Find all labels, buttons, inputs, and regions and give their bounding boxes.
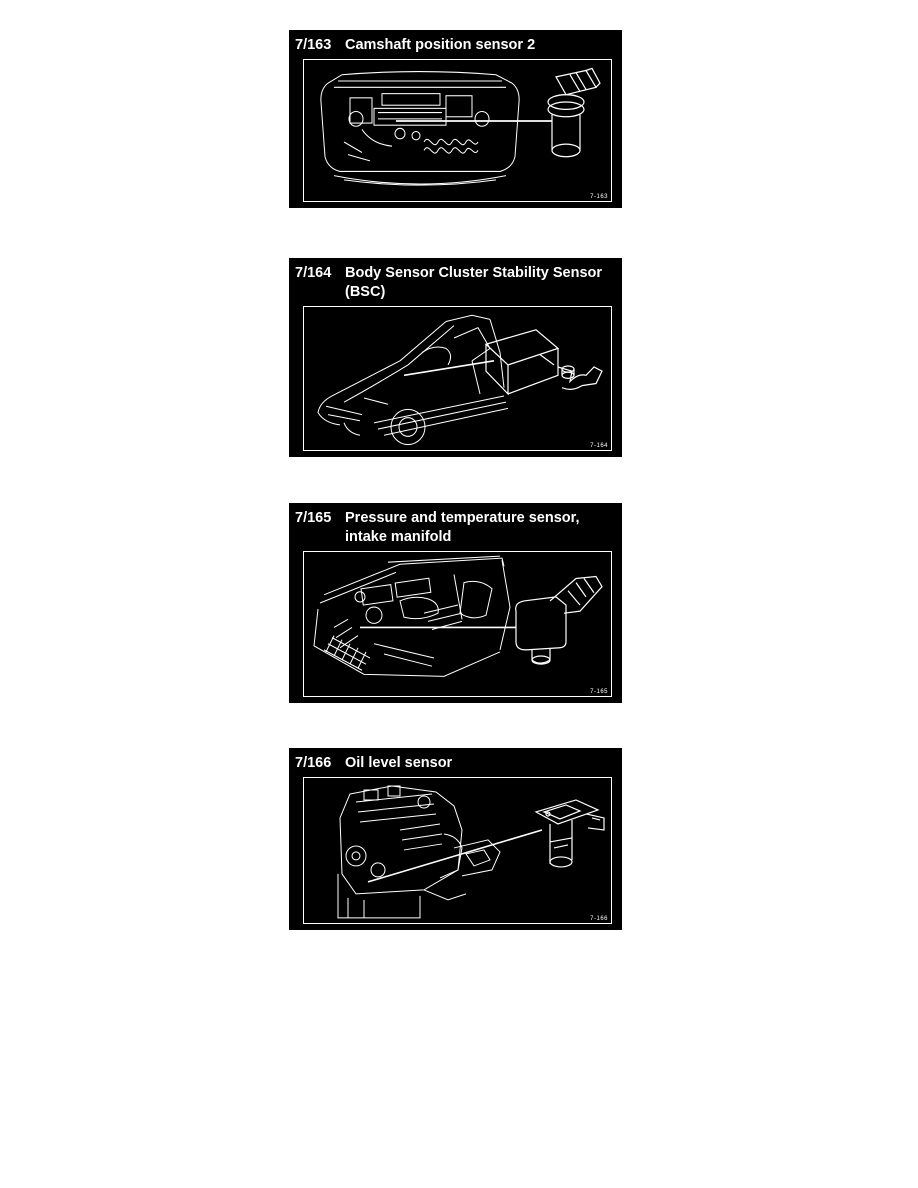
car-three-quarter-view [318,316,508,445]
engine-bay-top-view-drawing [304,60,611,201]
engine-bay-angled-view-drawing [304,552,611,696]
figure-corner-label: 7-164 [590,443,608,449]
illustration-engine-bay-angled-view [303,551,612,697]
figure-title-line: Camshaft position sensor 2 [345,37,536,53]
figure-panel-7-163 [289,30,622,208]
figure-title-line: Oil level sensor [345,755,453,771]
figure-corner-label: 7-165 [590,689,608,695]
figure-title-line: Pressure and temperature sensor, [345,510,580,526]
figure-number: 7/163 [295,37,332,53]
engine-side-view [338,786,500,918]
illustration-engine-bay-top-view [303,59,612,202]
illustration-engine-side-view [303,777,612,924]
figure-corner-label: 7-166 [590,916,608,922]
figure-number: 7/164 [295,265,332,281]
figure-header [289,503,622,547]
figure-panel-7-166 [289,748,622,930]
figure-title [345,509,614,547]
engine-bay-angled-view [314,556,510,676]
car-three-quarter-view-drawing [304,307,611,450]
figure-title-line: intake manifold [345,529,452,546]
figure-header [289,30,622,55]
engine-side-view-drawing [304,778,611,923]
figure-corner-label: 7-163 [590,194,608,200]
figure-title-line: (BSC) [345,284,386,301]
illustration-car-three-quarter-view [303,306,612,451]
figure-header [289,258,622,302]
figure-panel-7-164 [289,258,622,457]
camshaft-position-sensor-drawing [548,69,600,157]
figure-title-line: Body Sensor Cluster Stability Sensor [345,265,603,281]
figure-title [345,36,614,55]
figure-number: 7/166 [295,755,332,771]
figure-header [289,748,622,773]
figure-title [345,754,614,773]
oil-level-sensor-drawing [536,800,604,867]
figure-panel-7-165 [289,503,622,703]
figure-number: 7/165 [295,510,332,526]
manifold-pressure-temperature-sensor-drawing [516,577,602,665]
figure-title [345,264,614,302]
car-top-view [321,72,519,186]
